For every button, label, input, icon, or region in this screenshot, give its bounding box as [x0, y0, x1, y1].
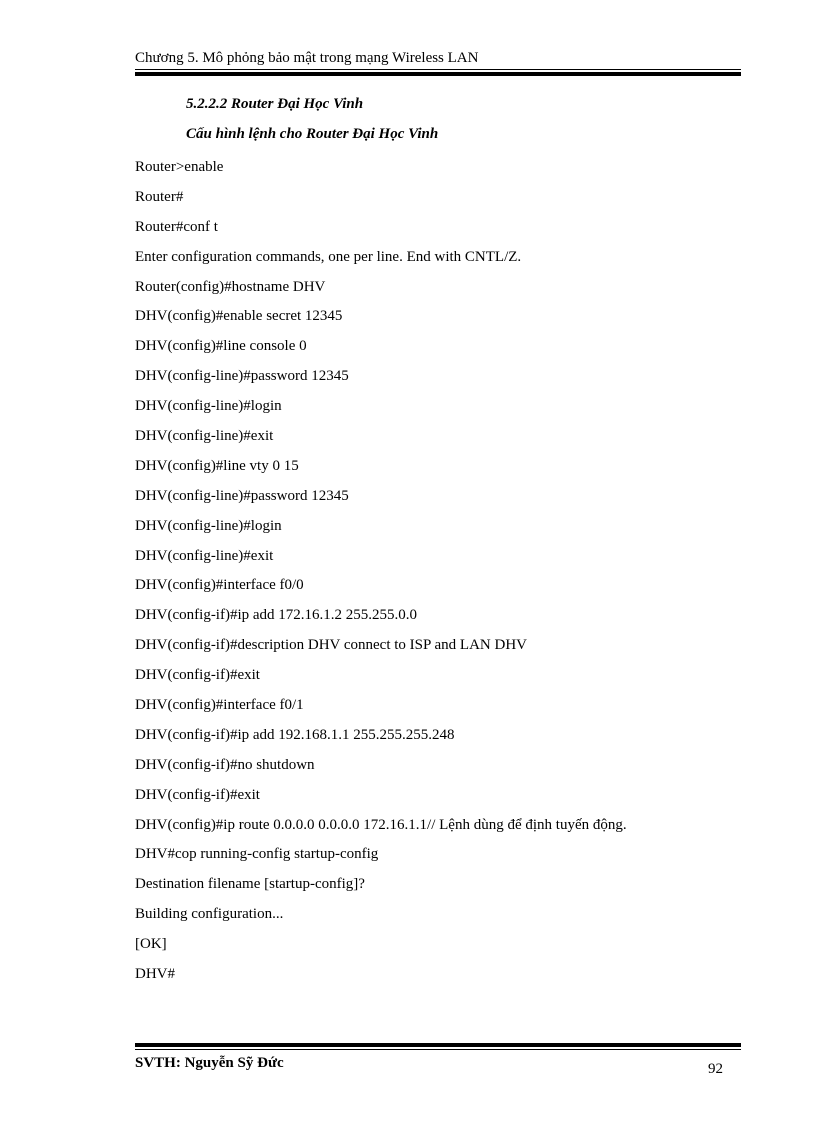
config-line: DHV(config-line)#exit	[135, 547, 274, 564]
author-name: SVTH: Nguyễn Sỹ Đức	[135, 1055, 284, 1071]
section-subheading: Cấu hình lệnh cho Router Đại Học Vinh	[186, 126, 439, 142]
config-line: Router(config)#hostname DHV	[135, 278, 326, 295]
header-rule-thin	[135, 69, 741, 70]
config-line: DHV(config-line)#password 12345	[135, 368, 349, 385]
config-line: DHV(config-line)#login	[135, 398, 282, 415]
config-line: Enter configuration commands, one per line. End with CNTL/Z.	[135, 248, 522, 265]
config-line: DHV(config)#interface f0/0	[135, 577, 304, 594]
config-line: DHV#cop running-config startup-config	[135, 846, 379, 863]
config-line: Router#conf t	[135, 218, 218, 235]
config-line: Building configuration...	[135, 906, 284, 923]
footer-rule-thin	[135, 1049, 741, 1050]
page-header	[135, 48, 741, 76]
config-line: DHV(config-if)#description DHV connect to ISP and LAN DHV	[135, 637, 528, 654]
config-line: DHV(config-line)#exit	[135, 428, 274, 445]
config-line: DHV(config-if)#exit	[135, 667, 260, 684]
config-line: Router>enable	[135, 159, 224, 175]
config-line: DHV(config-if)#ip add 172.16.1.2 255.255.0.0	[135, 607, 418, 624]
config-command-list	[135, 157, 745, 994]
config-line: DHV(config)#interface f0/1	[135, 697, 304, 714]
config-line: Destination filename [startup-config]?	[135, 876, 365, 893]
config-line: DHV#	[135, 966, 175, 983]
config-line: DHV(config)#enable secret 12345	[135, 308, 343, 325]
config-line: DHV(config-if)#ip add 192.168.1.1 255.255.255.248	[135, 726, 455, 743]
footer-rule-thick	[135, 1043, 741, 1047]
page-footer	[135, 1043, 741, 1077]
config-line: DHV(config-if)#exit	[135, 786, 260, 803]
config-line: Router#	[135, 188, 184, 205]
page-number: 92	[708, 1061, 723, 1077]
config-line: DHV(config-if)#no shutdown	[135, 756, 315, 773]
config-line: DHV(config)#line vty 0 15	[135, 457, 299, 474]
config-line: [OK]	[135, 936, 167, 953]
config-line: DHV(config-line)#login	[135, 517, 282, 534]
config-line: DHV(config-line)#password 12345	[135, 487, 349, 504]
config-line: DHV(config)#line console 0	[135, 338, 307, 355]
config-line: DHV(config)#ip route 0.0.0.0 0.0.0.0 172.16.1.1// Lệnh dùng để định tuyến động.	[135, 816, 627, 833]
section-heading: 5.2.2.2 Router Đại Học Vinh	[186, 96, 364, 112]
header-rule-thick	[135, 72, 741, 76]
chapter-title: Chương 5. Mô phỏng bảo mật trong mạng Wireless LAN	[135, 50, 479, 66]
